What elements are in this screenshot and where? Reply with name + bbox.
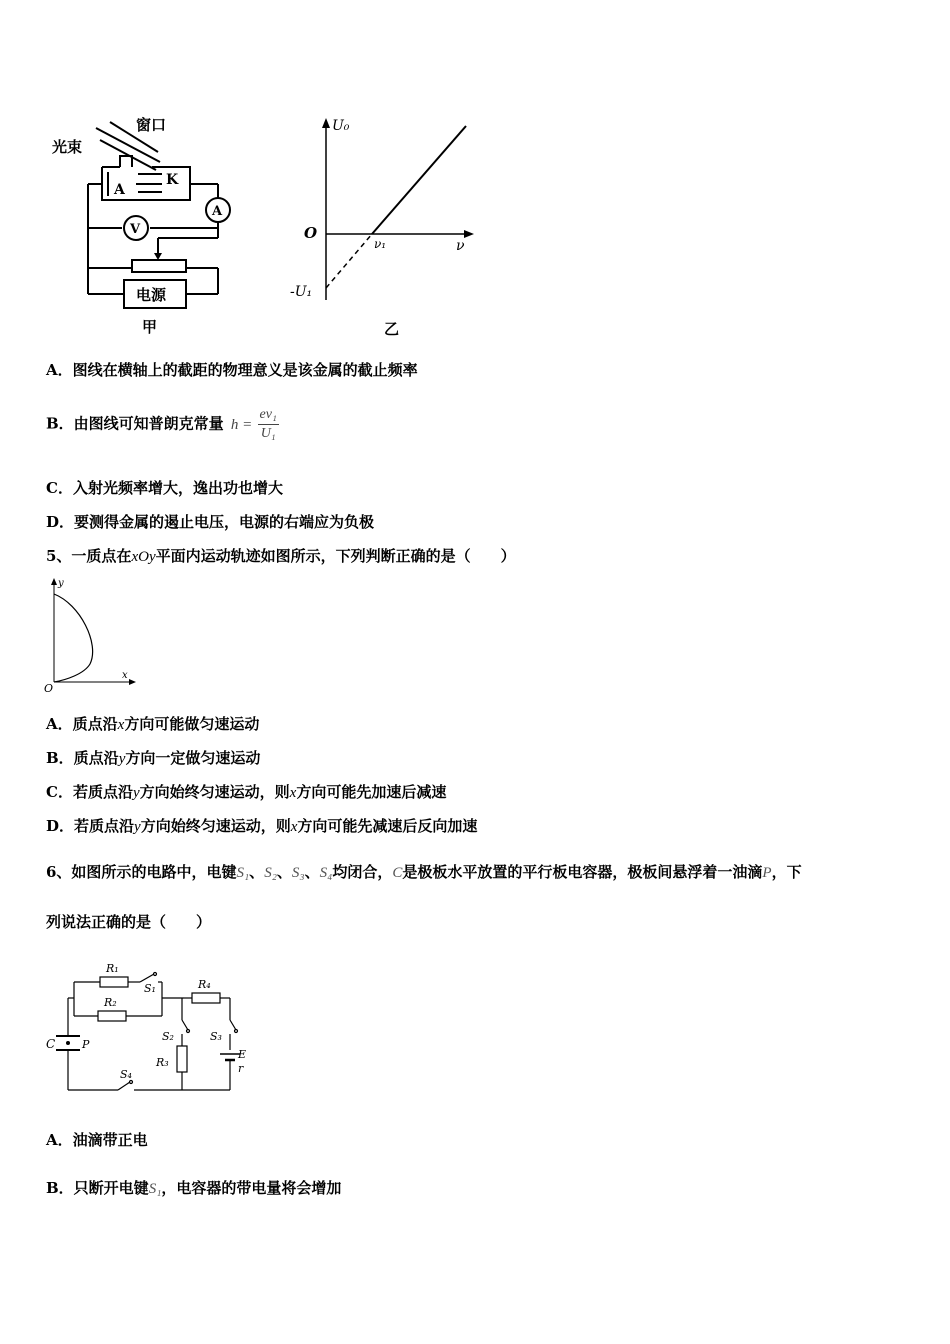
- formula-lhs: h =: [230, 416, 253, 433]
- r3-label: R₃: [156, 1056, 169, 1069]
- q5-option-a: [46, 714, 259, 735]
- q5c-mid: 方向始终匀速运动，则: [139, 783, 290, 801]
- beam-label: 光束: [52, 138, 83, 156]
- caption-jia: 甲: [142, 318, 158, 336]
- q6-s1: S₁: [236, 865, 250, 881]
- window-label: 窗口: [136, 116, 167, 134]
- q5a-pre: A．质点沿: [46, 715, 118, 733]
- q5b-pre: B．质点沿: [46, 749, 119, 767]
- q6b-pre: B．只断开电键: [46, 1179, 149, 1197]
- s3-label: S₃: [210, 1030, 222, 1043]
- q4-option-a: A．图线在横轴上的截距的物理意义是该金属的截止频率: [46, 361, 418, 379]
- q6-option-b: [46, 1178, 341, 1199]
- q5d-var2: x: [290, 819, 298, 835]
- q6-stem-line2: 列说法正确的是（ ）: [46, 913, 212, 931]
- q5-stem-post: 平面内运动轨迹如图所示，下列判断正确的是（ ）: [155, 547, 516, 565]
- q6-circuit-figure: [44, 954, 254, 1100]
- q6-stem-mid1: 均闭合，: [332, 863, 393, 881]
- q4-option-b: [46, 406, 279, 443]
- q6b-var: S₁: [148, 1181, 162, 1197]
- e-label: E: [238, 1048, 247, 1061]
- q6-sep-2: 、: [276, 863, 292, 881]
- q5a-var: x: [117, 717, 125, 733]
- ammeter-label: A: [212, 204, 223, 219]
- q6-stem-line1: [46, 862, 802, 883]
- q5-trajectory-figure: [40, 574, 140, 694]
- origin-label: O: [304, 224, 318, 242]
- r2-label: R₂: [104, 996, 117, 1009]
- s4-label: S₄: [120, 1068, 132, 1081]
- q4-option-d: D．要测得金属的遏止电压，电源的右端应为负极: [46, 513, 375, 531]
- p-label: P: [82, 1038, 90, 1051]
- voltmeter-label: V: [130, 222, 141, 237]
- figure-yi-graph: [290, 110, 480, 340]
- q5a-post: 方向可能做匀速运动: [124, 715, 260, 733]
- q6-drop-var: P: [762, 865, 772, 881]
- q6-stem-post: ，下: [771, 863, 802, 881]
- x-axis-label: ν: [456, 238, 465, 254]
- q5-x-axis-label: x: [122, 670, 128, 681]
- q5c-var: y: [132, 785, 140, 801]
- cathode-label: K: [166, 172, 179, 188]
- c-label: C: [46, 1037, 56, 1051]
- q6-s4: S₄: [319, 865, 333, 881]
- s2-label: S₂: [162, 1030, 174, 1043]
- q5-stem-pre: 5、一质点在: [46, 547, 132, 565]
- q5-option-d: [46, 816, 477, 837]
- q6-option-a: A．油滴带正电: [46, 1131, 148, 1149]
- q5d-post: 方向可能先减速后反向加速: [297, 817, 478, 835]
- q5-option-b: [46, 748, 260, 769]
- q6-sep-3: 、: [304, 863, 320, 881]
- q5d-mid: 方向始终匀速运动，则: [140, 817, 291, 835]
- formula-denominator: U₁: [260, 426, 276, 441]
- q5d-pre: D．若质点沿: [46, 817, 135, 835]
- q6-s2: S₂: [264, 865, 277, 881]
- q6b-post: ，电容器的带电量将会增加: [161, 1179, 342, 1197]
- s1-label: S₁: [144, 982, 156, 995]
- caption-yi: 乙: [384, 320, 400, 338]
- planck-formula: [231, 414, 252, 435]
- formula-numerator: eν₁: [258, 406, 279, 425]
- y-axis-label: U₀: [332, 118, 350, 134]
- anode-label: A: [114, 182, 125, 198]
- q4-option-b-text: B．由图线可知普朗克常量: [46, 414, 224, 433]
- q5-stem: [46, 546, 516, 567]
- q5-y-axis-label: y: [58, 578, 64, 589]
- q6-sep-1: 、: [249, 863, 265, 881]
- q5c-var2: x: [289, 785, 297, 801]
- figure-jia-circuit: [40, 110, 250, 340]
- q5-stem-var: xOy: [131, 549, 156, 565]
- q5b-post: 方向一定做匀速运动: [125, 749, 261, 767]
- q5c-post: 方向可能先加速后减速: [296, 783, 447, 801]
- q5-origin-label: O: [44, 682, 54, 694]
- formula-fraction: [258, 406, 279, 443]
- q6-stem-pre: 6、如图所示的电路中，电键: [46, 863, 237, 881]
- q6-cap-var: C: [392, 865, 403, 881]
- r-label: r: [238, 1062, 244, 1075]
- r1-label: R₁: [106, 962, 119, 975]
- q5b-var: y: [118, 751, 126, 767]
- q6-stem-mid2: 是极板水平放置的平行板电容器，极板间悬浮着一油滴: [402, 863, 763, 881]
- q5d-var: y: [134, 819, 141, 835]
- q5c-pre: C．若质点沿: [46, 783, 133, 801]
- power-label: 电源: [136, 286, 167, 304]
- x-intercept-label: ν₁: [374, 237, 387, 251]
- y-intercept-label: -U₁: [290, 284, 313, 300]
- r4-label: R₄: [198, 978, 211, 991]
- q4-option-c: C．入射光频率增大，逸出功也增大: [46, 479, 283, 497]
- q6-s3: S₃: [291, 865, 305, 881]
- q5-option-c: [46, 782, 446, 803]
